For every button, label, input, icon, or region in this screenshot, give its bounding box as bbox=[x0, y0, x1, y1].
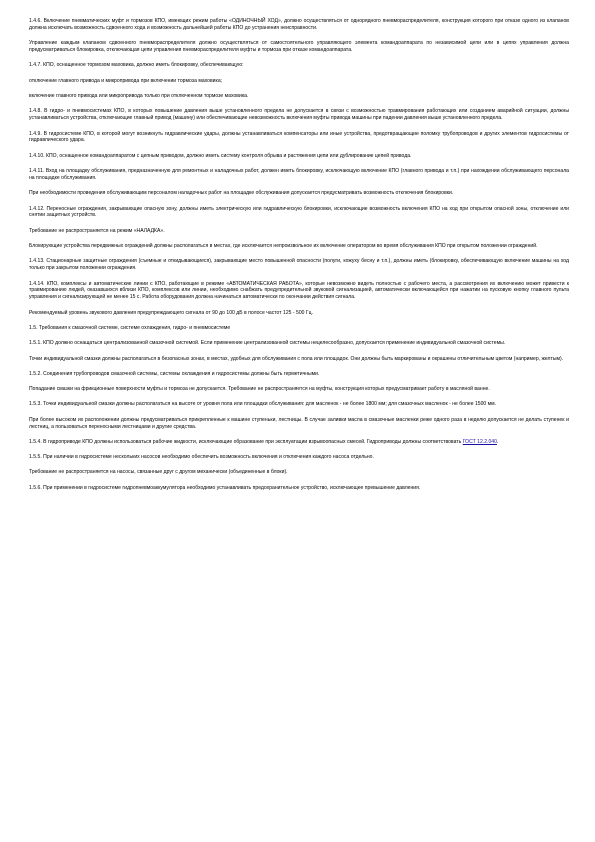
paragraph-blocking-disable: При необходимости проведения обслуживающим персоналом наладочных работ на площадке обслуживания допускается предусматривать возможность отключения блокировки. bbox=[29, 190, 454, 197]
paragraph-1-4-7: 1.4.7. КПО, оснащенное тормозом маховика, должно иметь блокировку, обеспечивающую: bbox=[29, 62, 244, 69]
paragraph-pumps-note: Требование не распространяется на насосы, связанные друг с другом механически (объединенные в блоки). bbox=[29, 469, 288, 476]
paragraph-setup-mode-note: Требование не распространяется на режим «НАЛАДКА». bbox=[29, 227, 165, 234]
paragraph-1-5-5: 1.5.5. При наличии в гидросистеме нескольких насосов необходимо обеспечить возможность включения и отключения каждого насоса отдельно. bbox=[29, 454, 374, 461]
paragraph-1-4-6: 1.4.6. Включение пневматических муфт и тормозов КПО, имеющих режим работы «ОДИНОЧНЫЙ ХОД», должно осуществляться от однорядного пневмораспределителя, конструкция которого при отказе одного из клапанов должна исключать возможность сдвоенного хода и возможность дальнейшей работы КПО до устранения неисправности. bbox=[29, 18, 569, 31]
paragraph-1-4-12: 1.4.12. Переносные ограждения, закрывающие опасную зону, должны иметь электрическую или гидравлическую блокировки, исключающие возможность включения КПО на ход при открытом опасной зоны, отключение или снятии защитных устройств. bbox=[29, 205, 569, 219]
paragraph-ladders: При более высоком их расположении должны предусматриваться прикрепленные к машине ступеньки, лестницы. В случае заливки масла в смазочные масленки реже одного раза в неделю допускается не делать ступенек и лестниц, а пользоваться переносными лестницами и другие средства. bbox=[29, 416, 569, 430]
paragraph-1-5-3: 1.5.3. Точки индивидуальной смазки должны располагаться на высоте от уровня пола или площадки обслуживания: для масленок - не более 1800 мм; для смазочных масленок - не более 1500 мм. bbox=[29, 401, 497, 408]
paragraph-list-item-2: включение главного привода или микропривода только при отключенном тормозе маховика. bbox=[29, 93, 249, 99]
paragraph-list-item-1: отключение главного привода и микропривода при включении тормоза маховика; bbox=[29, 77, 223, 84]
paragraph-valve-control: Управление каждым клапаном сдвоенного пневмораспределителя должно осуществляться от самостоятельного управляющего элемента командоаппарата по независимой цепи или в цепях управления должна предусматриваться блокировка, отключающая цепи управления пневмораспределителя муфты и тормоза при отказе командоаппарата. bbox=[29, 40, 569, 54]
paragraph-1-4-11: 1.4.11. Вход на площадку обслуживания, предназначенную для ремонтных и наладочных работ, должен иметь блокировку, исключающую включение КПО (главного привода и т.п.) при нахождении обслуживающего персонала на площадке обслуживания. bbox=[29, 168, 569, 181]
paragraph-friction-surfaces: Попадание смазки на фрикционные поверхности муфты и тормоза не допускается. Требование не распространяется на муфты, конструкция которых предусматривает работу в масляной ванне. bbox=[29, 386, 490, 393]
paragraph-blocking-devices: Блокирующие устройства передвижных ограждений должны располагаться в местах, где исключается непроизвольное их включение оператором во время обслуживания КПО при открытом положении ограждений. bbox=[29, 243, 538, 249]
paragraph-1-5-4-text: 1.5.4. В гидроприводе КПО должны использоваться рабочие жидкости, исключающие образование при эксплуатации взрывоопасных смесей. Гидроприводы должны соответствовать bbox=[29, 438, 463, 445]
paragraph-1-5-6: 1.5.6. При применении в гидросистеме гидропневмоаккумулятора необходимо устанавливать предохранительное устройство, исключающее превышение давления. bbox=[29, 484, 421, 491]
paragraph-1-5-2: 1.5.2. Соединения трубопроводов смазочной системы, системы охлаждения и гидросистемы должны быть герметичными. bbox=[29, 370, 320, 377]
document-page bbox=[29, 18, 569, 500]
paragraph-1-4-9: 1.4.9. В гидросистеме КПО, в которой могут возникнуть гидравлические удары, должны устанавливаться компенсаторы или иные устройства, предотвращающие поломку трубопроводов и других элементов гидросистемы от гидравлического удара. bbox=[29, 130, 569, 144]
paragraph-1-4-10: 1.4.10. КПО, оснащенное командоаппаратом с цепным приводом, должно иметь систему контроля обрыва и растяжения цепи или дублирование цепей привода. bbox=[29, 152, 412, 159]
paragraph-1-4-8: 1.4.8. В гидро- и пневмосистемах КПО, в которых повышение давления выше установленного предела не допускается в связи с возможностью травмирования работающих или созданием аварийной ситуации, должны устанавливаться устройства, отключающие главный привод (машину) или обеспечивающие невозможность включения муфты привода машины при падении давления выше установленного предела. bbox=[29, 108, 569, 122]
paragraph-1-4-13: 1.4.13. Стационарные защитные ограждения (съемные и откидывающиеся), закрывающие место повышенной опасности (полуги, кожуху бесну и т.п.), должны иметь (блокировку, обеспечивающую включение машины на ход только при закрытом положении ограждения. bbox=[29, 258, 569, 272]
section-heading-1-5: 1.5. Требования к смазочной системе, системе охлаждения, гидро- и пневмосистеме bbox=[29, 324, 231, 331]
paragraph-lubrication-points: Точки индивидуальной смазки должны располагаться в безопасных зонах, в местах, удобных для обслуживания с пола или площадок. Они должны быть маркированы и окрашены отличительным цветом (например, желтым). bbox=[29, 355, 564, 362]
paragraph-1-5-1: 1.5.1. КПО должно оснащаться централизованной смазочной системой. Если применение централизованной системы нецелесообразно, допускается применение индивидуальной смазочной системы. bbox=[29, 340, 506, 347]
paragraph-1-4-14: 1.4.14. КПО, комплексы и автоматические линии с КПО, работающие в режиме «АВТОМАТИЧЕСКАЯ РАБОТА», которые невозможно видеть полностью с рабочего места, а рассмотрения их включению может привести к травмированию людей, оказавшихся вблизи КПО, комплексов или линии, необходимо снабжать предупредительной звуковой сигнализацией, автоматически включающейся при нажатии на пусковую кнопку главного пульта управления и сигнализирующей не менее 15 с. Работа оборудования должна начинаться автоматически по окончании действия сигнала. bbox=[29, 280, 569, 301]
gost-link[interactable]: ГОСТ 12.2.040 bbox=[462, 438, 497, 445]
paragraph-sound-level: Рекомендуемый уровень звукового давления предупреждающего сигнала от 90 до 100 дБ в полосе частот 125 - 500 Гц. bbox=[29, 309, 314, 316]
gost-link-suffix: . bbox=[496, 438, 499, 445]
paragraph-1-5-4 bbox=[29, 439, 569, 446]
